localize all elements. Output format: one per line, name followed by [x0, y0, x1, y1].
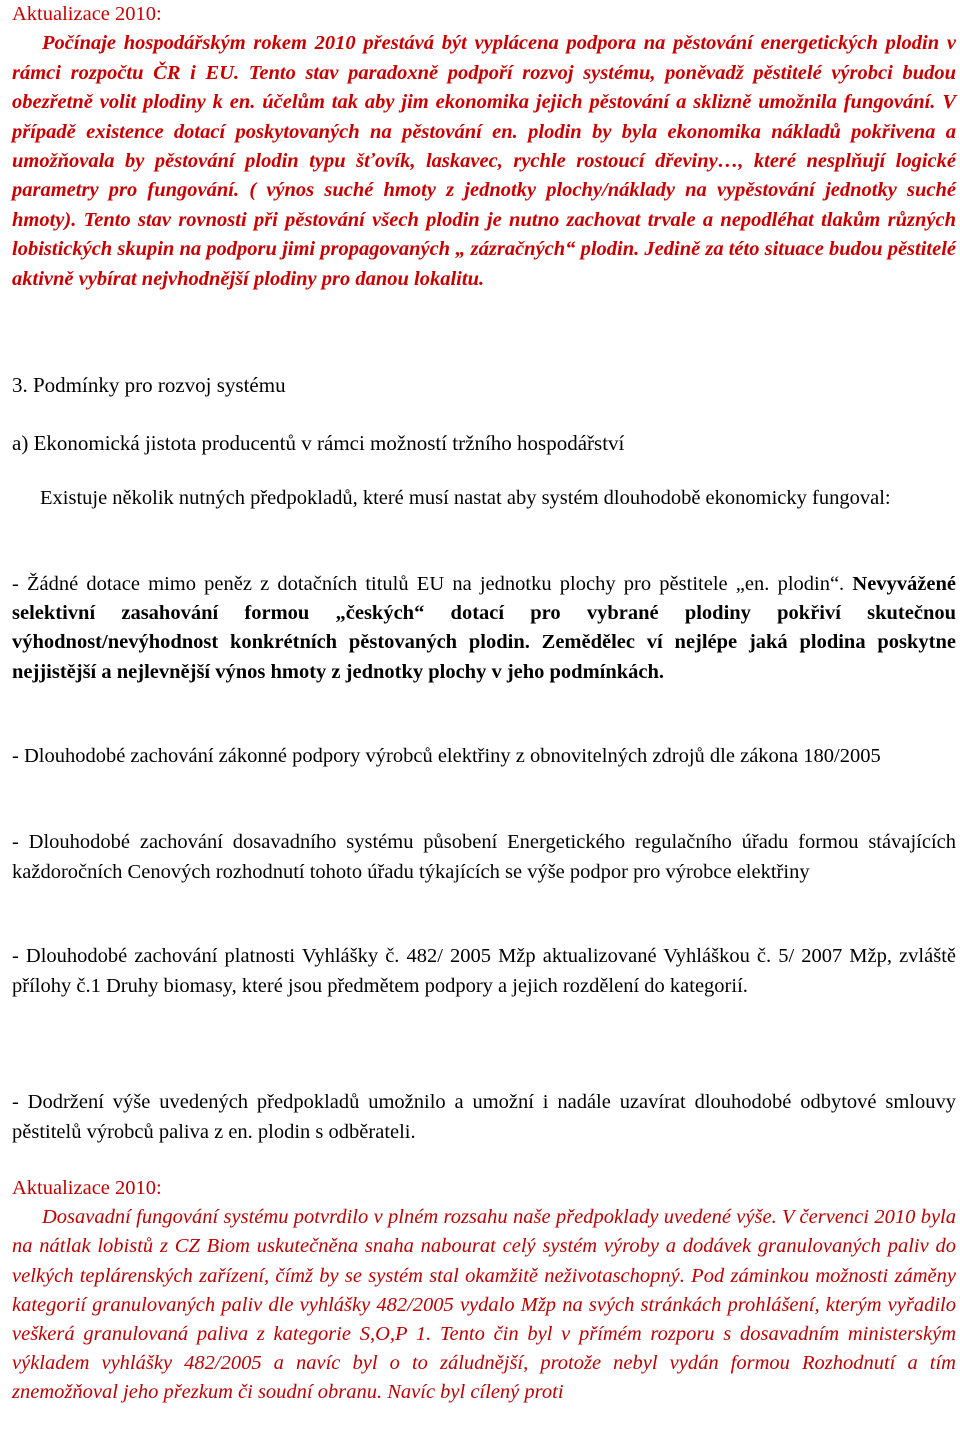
- update-sentence-3: Tento stav rovnosti při pěstování všech plodin je nutno zachovat trvale a nepodléhat tlakům různých lobistických skupin na podporu jimi propagovaných „ zázračných“ plodin.: [12, 208, 956, 261]
- bullet-eru-system: - Dlouhodobé zachování dosavadního systému působení Energetického regulačního úřadu formou stávajících každoročních Cenových rozhodnutí tohoto úřadu týkajících se výše podpor pro výrobce elektřiny: [12, 831, 956, 883]
- update-paragraph: [12, 29, 956, 294]
- update-sentence-2: V případě existence dotací poskytovaných na pěstování en. plodin by byla ekonomika nákladů pokřivena a umožňovala by pěstování plodin typu šťovík, laskavec, rychle rostoucí dřeviny…, které nesplňují logické parametry pro fungování. ( výnos suché hmoty z jednotky plochy/náklady na vypěstování jednotky suché hmoty).: [12, 91, 956, 231]
- update-2010-block: [12, 0, 956, 294]
- update-sentence-4: Jedině za této situace budou pěstitelé aktivně vybírat nejvhodnější plodiny pro danou lokalitu.: [12, 238, 956, 290]
- intro-paragraph: Existuje několik nutných předpokladů, které musí nastat aby systém dlouhodobě ekonomicky fungoval:: [40, 487, 891, 509]
- update-heading: Aktualizace 2010:: [12, 3, 162, 25]
- bullet-no-subsidies-bold: Nevyvážené selektivní zasahování formou „českých“ dotací pro vybrané plodiny pokřiví skutečnou výhodnost/nevýhodnost konkrétních pěstovaných plodin. Zemědělec ví nejlépe jaká plodina poskytne nejjistější a nejlevnější výnos hmoty z jednotky plochy v jeho podmínkách.: [12, 573, 956, 683]
- subsection-heading: a) Ekonomická jistota producentů v rámci možností tržního hospodářství: [12, 431, 625, 455]
- update-2010-block-2: [12, 1174, 956, 1408]
- bullet-no-subsidies: [12, 570, 956, 687]
- bullet-law-support: - Dlouhodobé zachování zákonné podpory výrobců elektřiny z obnovitelných zdrojů dle zákona 180/2005: [12, 745, 881, 767]
- update-paragraph-2: Dosavadní fungování systému potvrdilo v plném rozsahu naše předpoklady uvedené výše. V červenci 2010 byla na nátlak lobistů z CZ Biom uskutečněna snaha nabourat celý systém výroby a dodávek granulovaných paliv do velkých teplárenských zařízení, čímž by se systém stal okamžitě neživotaschopný. Pod záminkou možnosti záměny kategorií granulovaných paliv dle vyhlášky 482/2005 vydalo Mžp na svých stránkách prohlášení, kterým vyřadilo veškerá granulovaná paliva z kategorie S,O,P 1. Tento čin byl v přímém rozporu s dosavadním ministerským výkladem vyhlášky 482/2005 a navíc byl o to záludnější, protože nebyl vydán formou Rozhodnutí a tím znemožňoval jeho přezkum či soudní obranu. Navíc byl cílený proti: [12, 1206, 956, 1404]
- update-sentence-1: Počínaje hospodářským rokem 2010 přestává být vyplácena podpora na pěstování energetických plodin v rámci rozpočtu ČR i EU. Tento stav paradoxně podpoří rozvoj systému, poněvadž pěstitelé výrobci budou obezřetně volit plodiny k en. účelům tak aby jim ekonomika jejich pěstování a sklizně umožnila fungování.: [12, 32, 956, 114]
- bullet-no-subsidies-text: - Žádné dotace mimo peněz z dotačních titulů EU na jednotku plochy pro pěstitele „en. plodin“.: [12, 573, 853, 595]
- bullet-contracts: - Dodržení výše uvedených předpokladů umožnilo a umožní i nadále uzavírat dlouhodobé odbytové smlouvy pěstitelů výrobců paliva z en. plodin s odběrateli.: [12, 1091, 956, 1143]
- bullet-decree: - Dlouhodobé zachování platnosti Vyhlášky č. 482/ 2005 Mžp aktualizované Vyhláškou č. 5/ 2007 Mžp, zvláště přílohy č.1 Druhy biomasy, které jsou předmětem podpory a jejich rozdělení do kategorií.: [12, 945, 956, 997]
- update-heading-2: Aktualizace 2010:: [12, 1177, 162, 1199]
- section-heading: 3. Podmínky pro rozvoj systému: [12, 373, 286, 397]
